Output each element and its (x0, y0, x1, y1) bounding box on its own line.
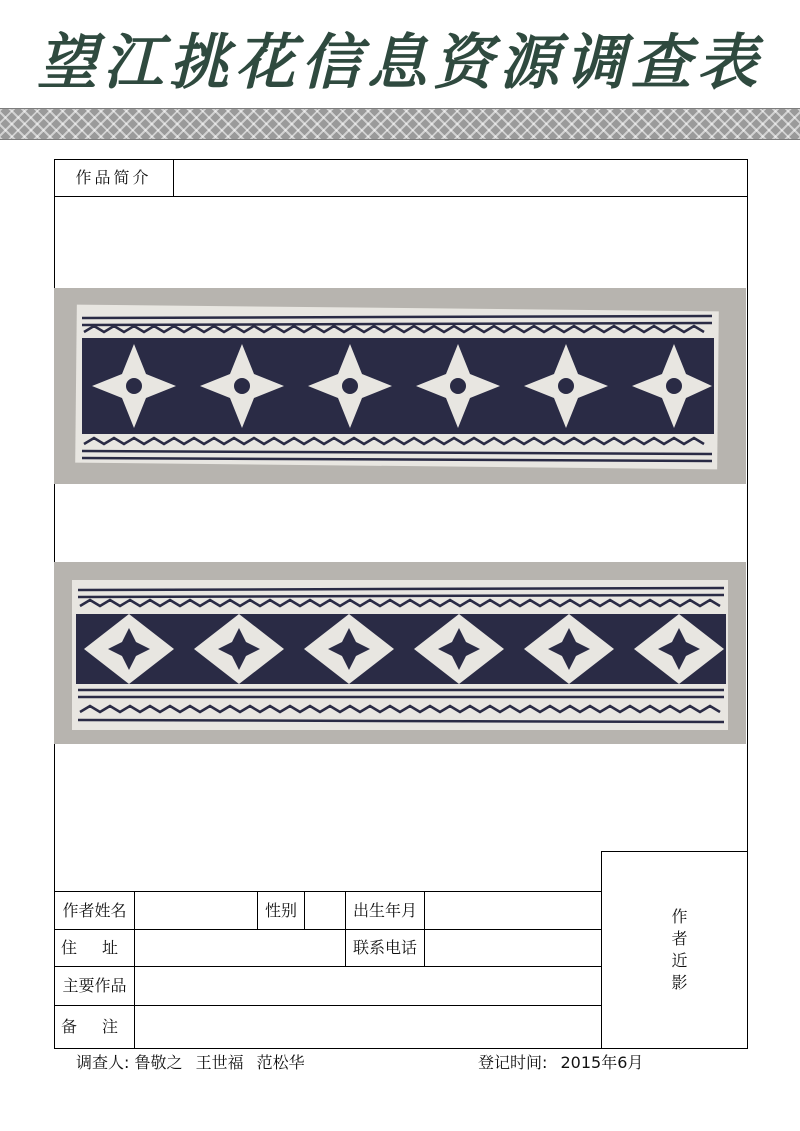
birth-label: 出生年月 (352, 900, 417, 920)
surveyors-label: 调查人: (76, 1053, 130, 1072)
intro-field[interactable] (174, 159, 747, 196)
gender-label: 性别 (264, 900, 297, 920)
address-label: 住 址 (60, 938, 129, 957)
phone-field[interactable] (425, 930, 601, 966)
author-photo-label: 作者近影 (669, 908, 688, 996)
date-value: 2015年6月 (560, 1053, 644, 1072)
address-field[interactable] (135, 930, 345, 966)
author-name-label: 作者姓名 (62, 900, 127, 920)
works-field[interactable] (135, 967, 601, 1005)
intro-label: 作品简介 (75, 167, 152, 187)
surveyors-names: 鲁敬之 王世福 范松华 (134, 1053, 305, 1072)
page-title: 望江挑花信息资源调查表 (37, 28, 763, 98)
author-name-field[interactable] (135, 892, 257, 929)
surveyors (76, 1050, 305, 1073)
embroidery-photo-1 (54, 288, 746, 484)
notes-field[interactable] (135, 1006, 601, 1048)
decorative-band (0, 108, 800, 140)
works-label: 主要作品 (62, 976, 127, 995)
phone-label: 联系电话 (352, 938, 417, 957)
birth-field[interactable] (425, 892, 601, 929)
embroidery-band-image (54, 562, 746, 744)
gender-field[interactable] (305, 892, 345, 929)
date-label: 登记时间: (478, 1053, 548, 1072)
divider (54, 196, 748, 197)
embroidery-photo-2 (54, 562, 746, 744)
embroidery-band-image (54, 288, 746, 484)
registration-date (478, 1050, 643, 1073)
notes-label: 备 注 (60, 1017, 129, 1036)
